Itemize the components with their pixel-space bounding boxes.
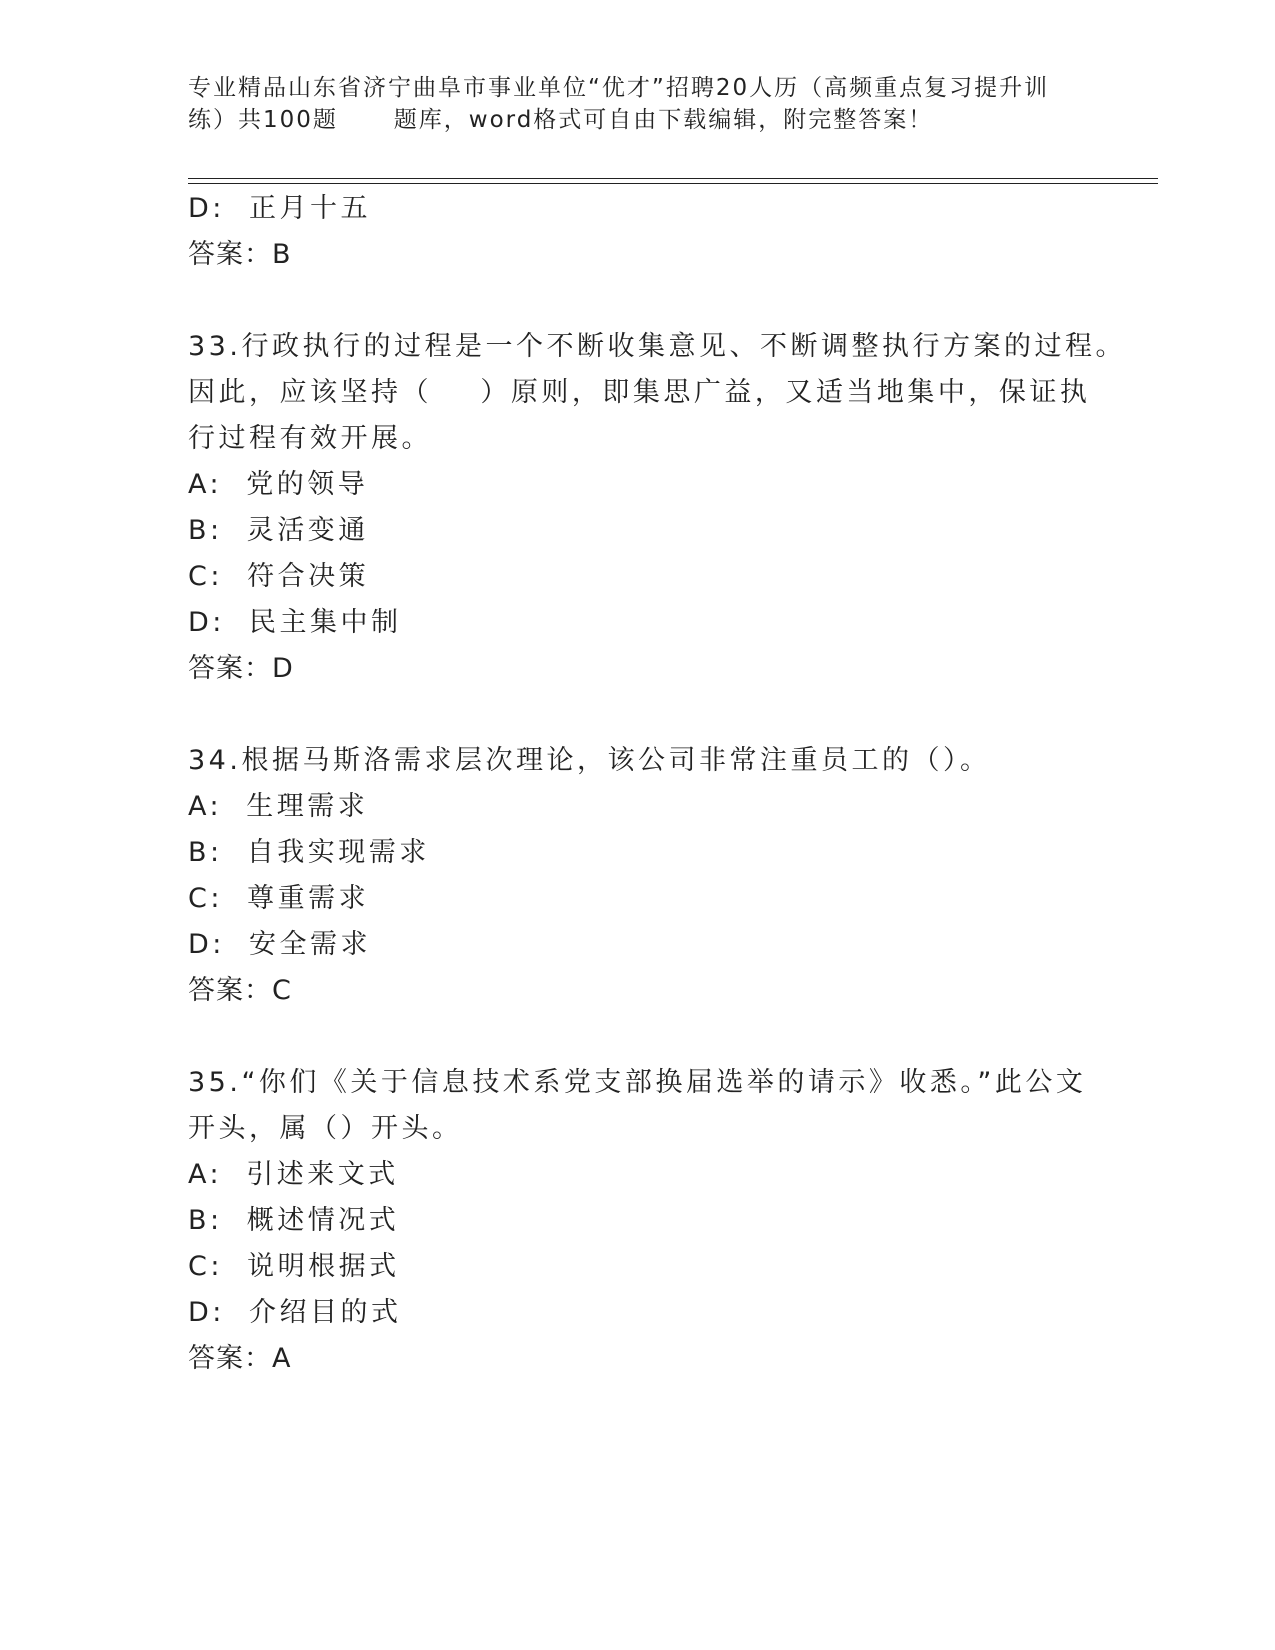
- document-body: [188, 186, 1126, 1382]
- answer: 答案：D: [188, 653, 294, 684]
- question-33: [188, 324, 1126, 692]
- spacer: [188, 692, 1088, 738]
- answer: 答案：C: [188, 975, 292, 1006]
- option-a: A: 生理需求: [188, 791, 369, 822]
- stem-line: 35.“你们《关于信息技术系党支部换届选举的请示》收悉。”此公文: [188, 1067, 1087, 1098]
- answer: 答案：A: [188, 1343, 292, 1374]
- option-d: D: 正月十五: [188, 193, 372, 224]
- stem-line: 34.根据马斯洛需求层次理论，该公司非常注重员工的（）。: [188, 745, 991, 776]
- option-b: B: 自我实现需求: [188, 837, 430, 868]
- option-c: C: 说明根据式: [188, 1251, 400, 1282]
- question-stem: [188, 738, 1088, 784]
- option-a: A: 党的领导: [188, 469, 369, 500]
- header-line-1: 专业精品山东省济宁曲阜市事业单位“优才”招聘20人历（高频重点复习提升训: [188, 75, 1050, 101]
- option-d: D: 介绍目的式: [188, 1297, 402, 1328]
- question-35: [188, 1060, 1088, 1382]
- header-line-2: 练）共100题 题库，word格式可自由下载编辑，附完整答案！: [188, 107, 934, 133]
- option-c: C: 符合决策: [188, 561, 370, 592]
- stem-line: 行过程有效开展。: [188, 423, 432, 454]
- header-rule-top: [188, 178, 1158, 179]
- answer: 答案：B: [188, 239, 292, 270]
- option-b: B: 灵活变通: [188, 515, 369, 546]
- header-rule-bottom: [188, 183, 1158, 184]
- option-c: C: 尊重需求: [188, 883, 370, 914]
- option-a: A: 引述来文式: [188, 1159, 399, 1190]
- spacer: [188, 278, 1088, 324]
- page-header: [188, 72, 1088, 136]
- option-d: D: 安全需求: [188, 929, 372, 960]
- spacer: [188, 1014, 1088, 1060]
- stem-line: 开头，属（）开头。: [188, 1113, 463, 1144]
- question-stem: [188, 324, 1126, 462]
- option-b: B: 概述情况式: [188, 1205, 400, 1236]
- question-stem: [188, 1060, 1088, 1152]
- question-34: [188, 738, 1088, 1014]
- previous-question-tail: [188, 186, 1088, 278]
- stem-line: 因此，应该坚持（ ）原则，即集思广益，又适当地集中，保证执: [188, 377, 1091, 408]
- option-d: D: 民主集中制: [188, 607, 402, 638]
- stem-line: 33.行政执行的过程是一个不断收集意见、不断调整执行方案的过程。: [188, 331, 1126, 362]
